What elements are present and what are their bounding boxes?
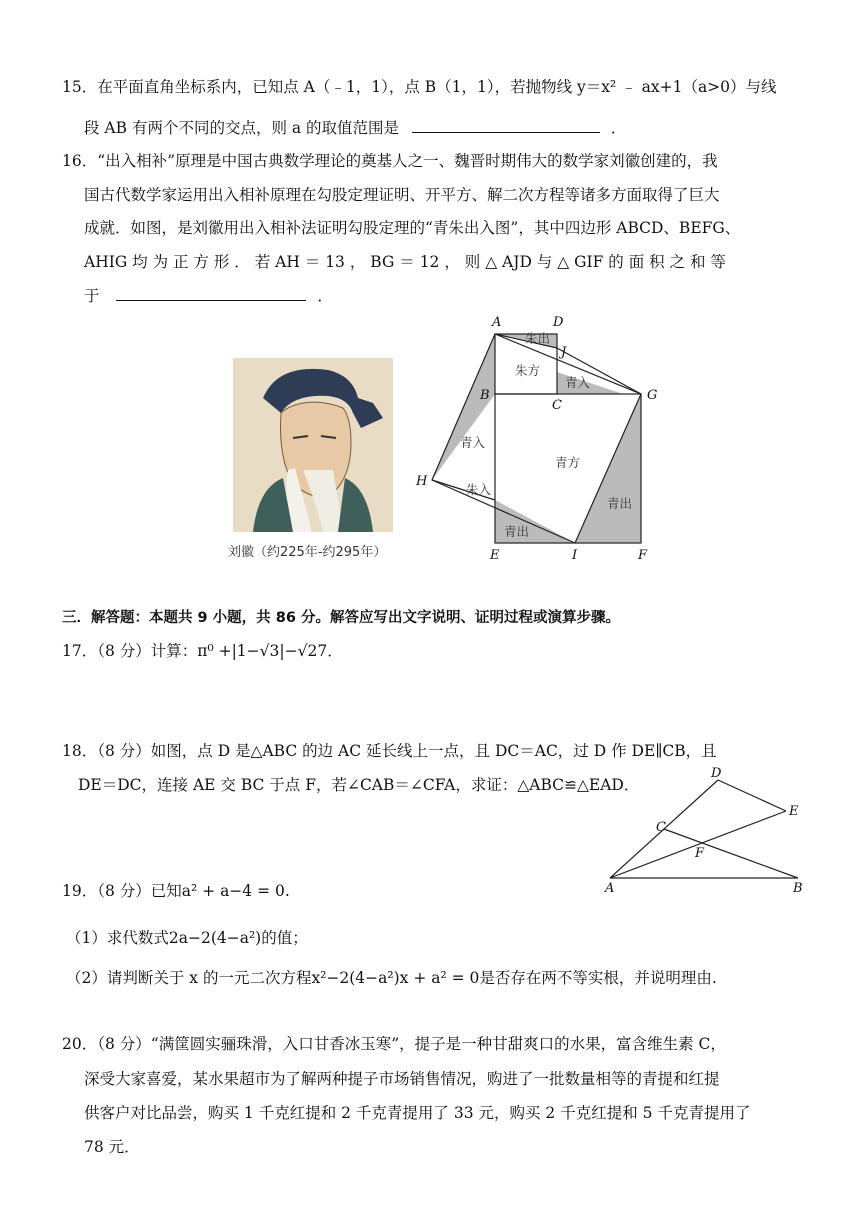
point-a: A bbox=[492, 315, 502, 330]
q18-text-1: （8 分）如图，点 D 是△ABC 的边 AC 延长线上一点，且 DC＝AC，过 D 作 DE∥CB，且 bbox=[97, 742, 717, 760]
q18-line2: DE＝DC，连接 AE 交 BC 于点 F，若∠CAB＝∠CFA，求证：△ABC≌△EAD． bbox=[78, 776, 640, 794]
q16-text-1: “出入相补”原理是中国古典数学理论的奠基人之一、魏晋时期伟大的数学家刘徽创建的，我 bbox=[97, 152, 718, 170]
q16-line4: AHIG 均 为 正 方 形 ． 若 AH ＝ 13 ， BG ＝ 12 ， 则 △ AJD 与 △ GIF 的 面 积 之 和 等 bbox=[84, 253, 726, 271]
q16-end: ． bbox=[317, 287, 333, 305]
label-qing-in-left: 青入 bbox=[460, 435, 486, 450]
q16-text-5: 于 bbox=[84, 287, 100, 305]
q16-line2: 国古代数学家运用出入相补原理在勾股定理证明、开平方、解二次方程等诸多方面取得了巨大 bbox=[84, 186, 720, 204]
point-h: H bbox=[416, 474, 428, 489]
q18-point-f: F bbox=[695, 846, 705, 861]
section-3-heading: 三．解答题：本题共 9 小题，共 86 分。解答应写出文字说明、证明过程或演算步骤。 bbox=[62, 610, 620, 626]
q18-point-a: A bbox=[605, 881, 615, 895]
q18-point-b: B bbox=[793, 881, 803, 895]
liu-hui-portrait bbox=[233, 358, 393, 532]
q18-point-c: C bbox=[656, 820, 666, 835]
q17-number: 17． bbox=[62, 642, 98, 660]
qingzhu-figure bbox=[410, 310, 670, 565]
portrait-caption: 刘徽（约225年-约295年） bbox=[228, 545, 387, 560]
q16-line3: 成就．如图，是刘徽用出入相补法证明勾股定理的“青朱出入图”，其中四边形 ABCD、BEFG、 bbox=[84, 219, 741, 237]
q15-end: ． bbox=[610, 119, 627, 137]
point-i: I bbox=[572, 548, 578, 563]
q15-line2 bbox=[84, 116, 626, 138]
q19-stem: （8 分）已知a² + a−4 = 0. bbox=[97, 882, 290, 900]
point-g: G bbox=[647, 388, 658, 403]
q19-part2: （2）请判断关于 x 的一元二次方程x²−2(4−a²)x + a² = 0是否存在两不等实根，并说明理由. bbox=[66, 969, 717, 987]
q16-answer-blank[interactable] bbox=[116, 286, 306, 301]
q18-point-e: E bbox=[789, 804, 799, 819]
q20-line2: 深受大家喜爱，某水果超市为了解两种提子市场销售情况，购进了一批数量相等的青提和红提 bbox=[84, 1070, 720, 1088]
label-qing-in-top: 青入 bbox=[565, 375, 591, 390]
q15-text-2: 段 AB 有两个不同的交点，则 a 的取值范围是 bbox=[84, 119, 400, 137]
label-qing-out-right: 青出 bbox=[607, 496, 633, 511]
q20-text-1: （8 分）“满筐圆实骊珠滑，入口甘香冰玉寒”，提子是一种甘甜爽口的水果，富含维生素 C， bbox=[97, 1035, 726, 1053]
point-f: F bbox=[638, 548, 648, 563]
q15-text-1: 在平面直角坐标系内，已知点 A（﹣1，1），点 B（1，1），若抛物线 y＝x² ﹣ ax+1（a>0）与线 bbox=[97, 78, 777, 96]
q15-line1 bbox=[62, 75, 777, 97]
q17-text: （8 分）计算：π⁰ +|1−√3|−√27． bbox=[97, 642, 343, 660]
q15-answer-blank[interactable] bbox=[412, 118, 600, 133]
q20-line4: 78 元． bbox=[84, 1138, 140, 1156]
q19 bbox=[62, 879, 290, 901]
q20-number: 20． bbox=[62, 1035, 98, 1053]
q18-number: 18． bbox=[62, 742, 98, 760]
q20-line3: 供客户对比品尝，购买 1 千克红提和 2 千克青提用了 33 元，购买 2 千克红提和 5 千克青提用了 bbox=[84, 1104, 751, 1122]
q16-number: 16． bbox=[62, 152, 98, 170]
q20-line1 bbox=[62, 1032, 726, 1054]
point-j: J bbox=[561, 345, 567, 360]
q15-number: 15． bbox=[62, 78, 98, 96]
q18-point-d: D bbox=[711, 766, 722, 781]
label-zhu-out: 朱出 bbox=[525, 331, 551, 346]
point-b: B bbox=[480, 388, 490, 403]
q16-line5 bbox=[84, 284, 333, 306]
q16-line1 bbox=[62, 149, 718, 171]
label-zhu-in: 朱入 bbox=[466, 482, 492, 497]
point-e: E bbox=[490, 548, 500, 563]
q18-figure bbox=[600, 765, 815, 895]
label-qing-fang: 青方 bbox=[555, 455, 581, 470]
q19-part1: （1）求代数式2a−2(4−a²)的值； bbox=[66, 929, 308, 947]
q18-line1 bbox=[62, 739, 717, 761]
q17 bbox=[62, 639, 343, 661]
point-d: D bbox=[553, 315, 564, 330]
q19-number: 19． bbox=[62, 882, 98, 900]
point-c: C bbox=[552, 398, 562, 413]
label-qing-out-bottom: 青出 bbox=[504, 524, 530, 539]
label-zhu-fang: 朱方 bbox=[515, 363, 541, 378]
